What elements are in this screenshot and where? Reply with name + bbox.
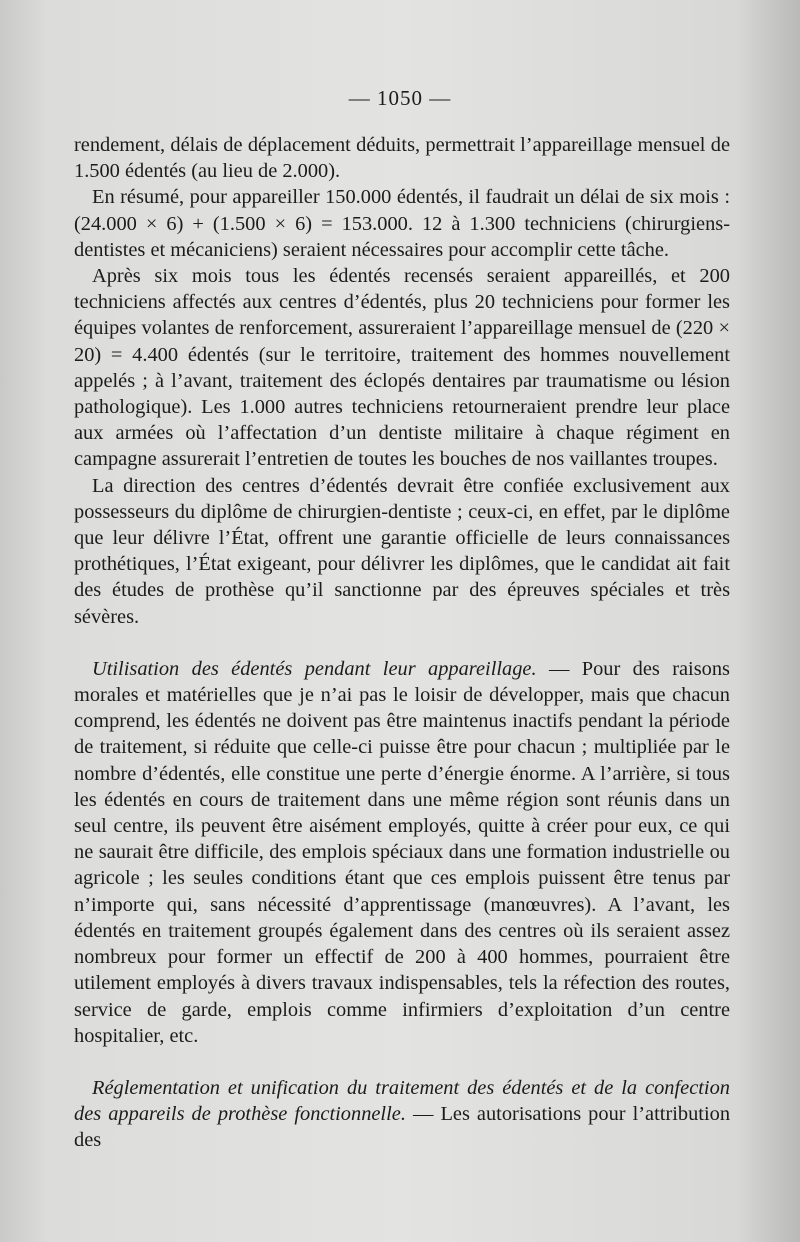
section-utilisation	[74, 656, 730, 1049]
section-separator: —	[412, 1103, 434, 1126]
section-heading-reglementation: Réglementation et unification du traitement des édentés et de la confection des appareils de prothèse fonctionnelle.	[74, 1076, 730, 1126]
page-number: — 1050 —	[348, 86, 452, 110]
paragraph-after-six-months: Après six mois tous les édentés recensés seraient appareillés, et 200 techniciens affectés aux centres d’édentés, plus 20 techniciens pour former les équipes volantes de renforcement, assureraient l’appareillage mensuel de (220 × 20) = 4.400 édentés (sur le territoire, traitement des hommes nouvellement appelés ; à l’avant, traitement des éclopés dentaires par traumatisme ou lésion pathologique). Les 1.000 autres techniciens retourneraient prendre leur place aux armées où l’affectation d’un dentiste militaire à chaque régiment en campagne assurerait l’entretien de toutes les bouches de nos vaillantes troupes.	[74, 265, 730, 471]
paragraph-direction: La direction des centres d’édentés devrait être confiée exclusivement aux possesseurs du diplôme de chirurgien-dentiste ; ceux-ci, en effet, par le diplôme que leur délivre l’État, offrent une garantie officielle de leurs connaissances prothétiques, l’État exigeant, pour délivrer les diplômes, que le candidat ait fait des études de prothèse qu’il sanctionne par des épreuves spéciales et très sévères.	[74, 474, 730, 628]
section-reglementation	[74, 1075, 730, 1154]
section-text-reglementation: Les autorisations pour l’attribution des	[74, 1103, 731, 1152]
section-separator: —	[548, 657, 570, 680]
body-text	[74, 132, 730, 1154]
paragraph-summary: En résumé, pour appareiller 150.000 édentés, il faudrait un délai de six mois : (24.000 × 6) + (1.500 × 6) = 153.000. 12 à 1.300 techniciens (chirurgiens-dentistes et mécaniciens) seraient nécessaires pour accomplir cette tâche.	[74, 186, 730, 261]
paragraph-continuation: rendement, délais de déplacement déduits, permettrait l’appareillage mensuel de 1.500 édentés (au lieu de 2.000).	[74, 134, 730, 183]
section-heading-utilisation: Utilisation des édentés pendant leur appareillage.	[92, 657, 537, 680]
section-text-utilisation: Pour des raisons morales et matérielles que je n’ai pas le loisir de développer, mais que chacun comprend, les édentés ne doivent pas être maintenus inactifs pendant la période de traitement, si réduite que celle-ci puisse être pour chacun ; multipliée par le nombre d’édentés, elle constitue une perte d’énergie énorme. A l’arrière, si tous les édentés en cours de traitement dans une même région sont réunis dans un seul centre, ils peuvent être aisément employés, quitte à créer pour eux, ce qui ne saurait être difficile, des emplois spéciaux dans une formation industrielle ou agricole ; les seules conditions étant que ces emplois puissent être tenus par n’importe qui, sans nécessité d’apprentissage (manœuvres). A l’avant, les édentés en traitement groupés également dans des centres où ils seraient assez nombreux pour former un effectif de 200 à 400 hommes, pourraient être utilement employés à divers travaux indispensables, tels la réfection des routes, service de garde, emplois comme infirmiers d’exploitation d’un centre hospitalier, etc.	[74, 657, 730, 1047]
